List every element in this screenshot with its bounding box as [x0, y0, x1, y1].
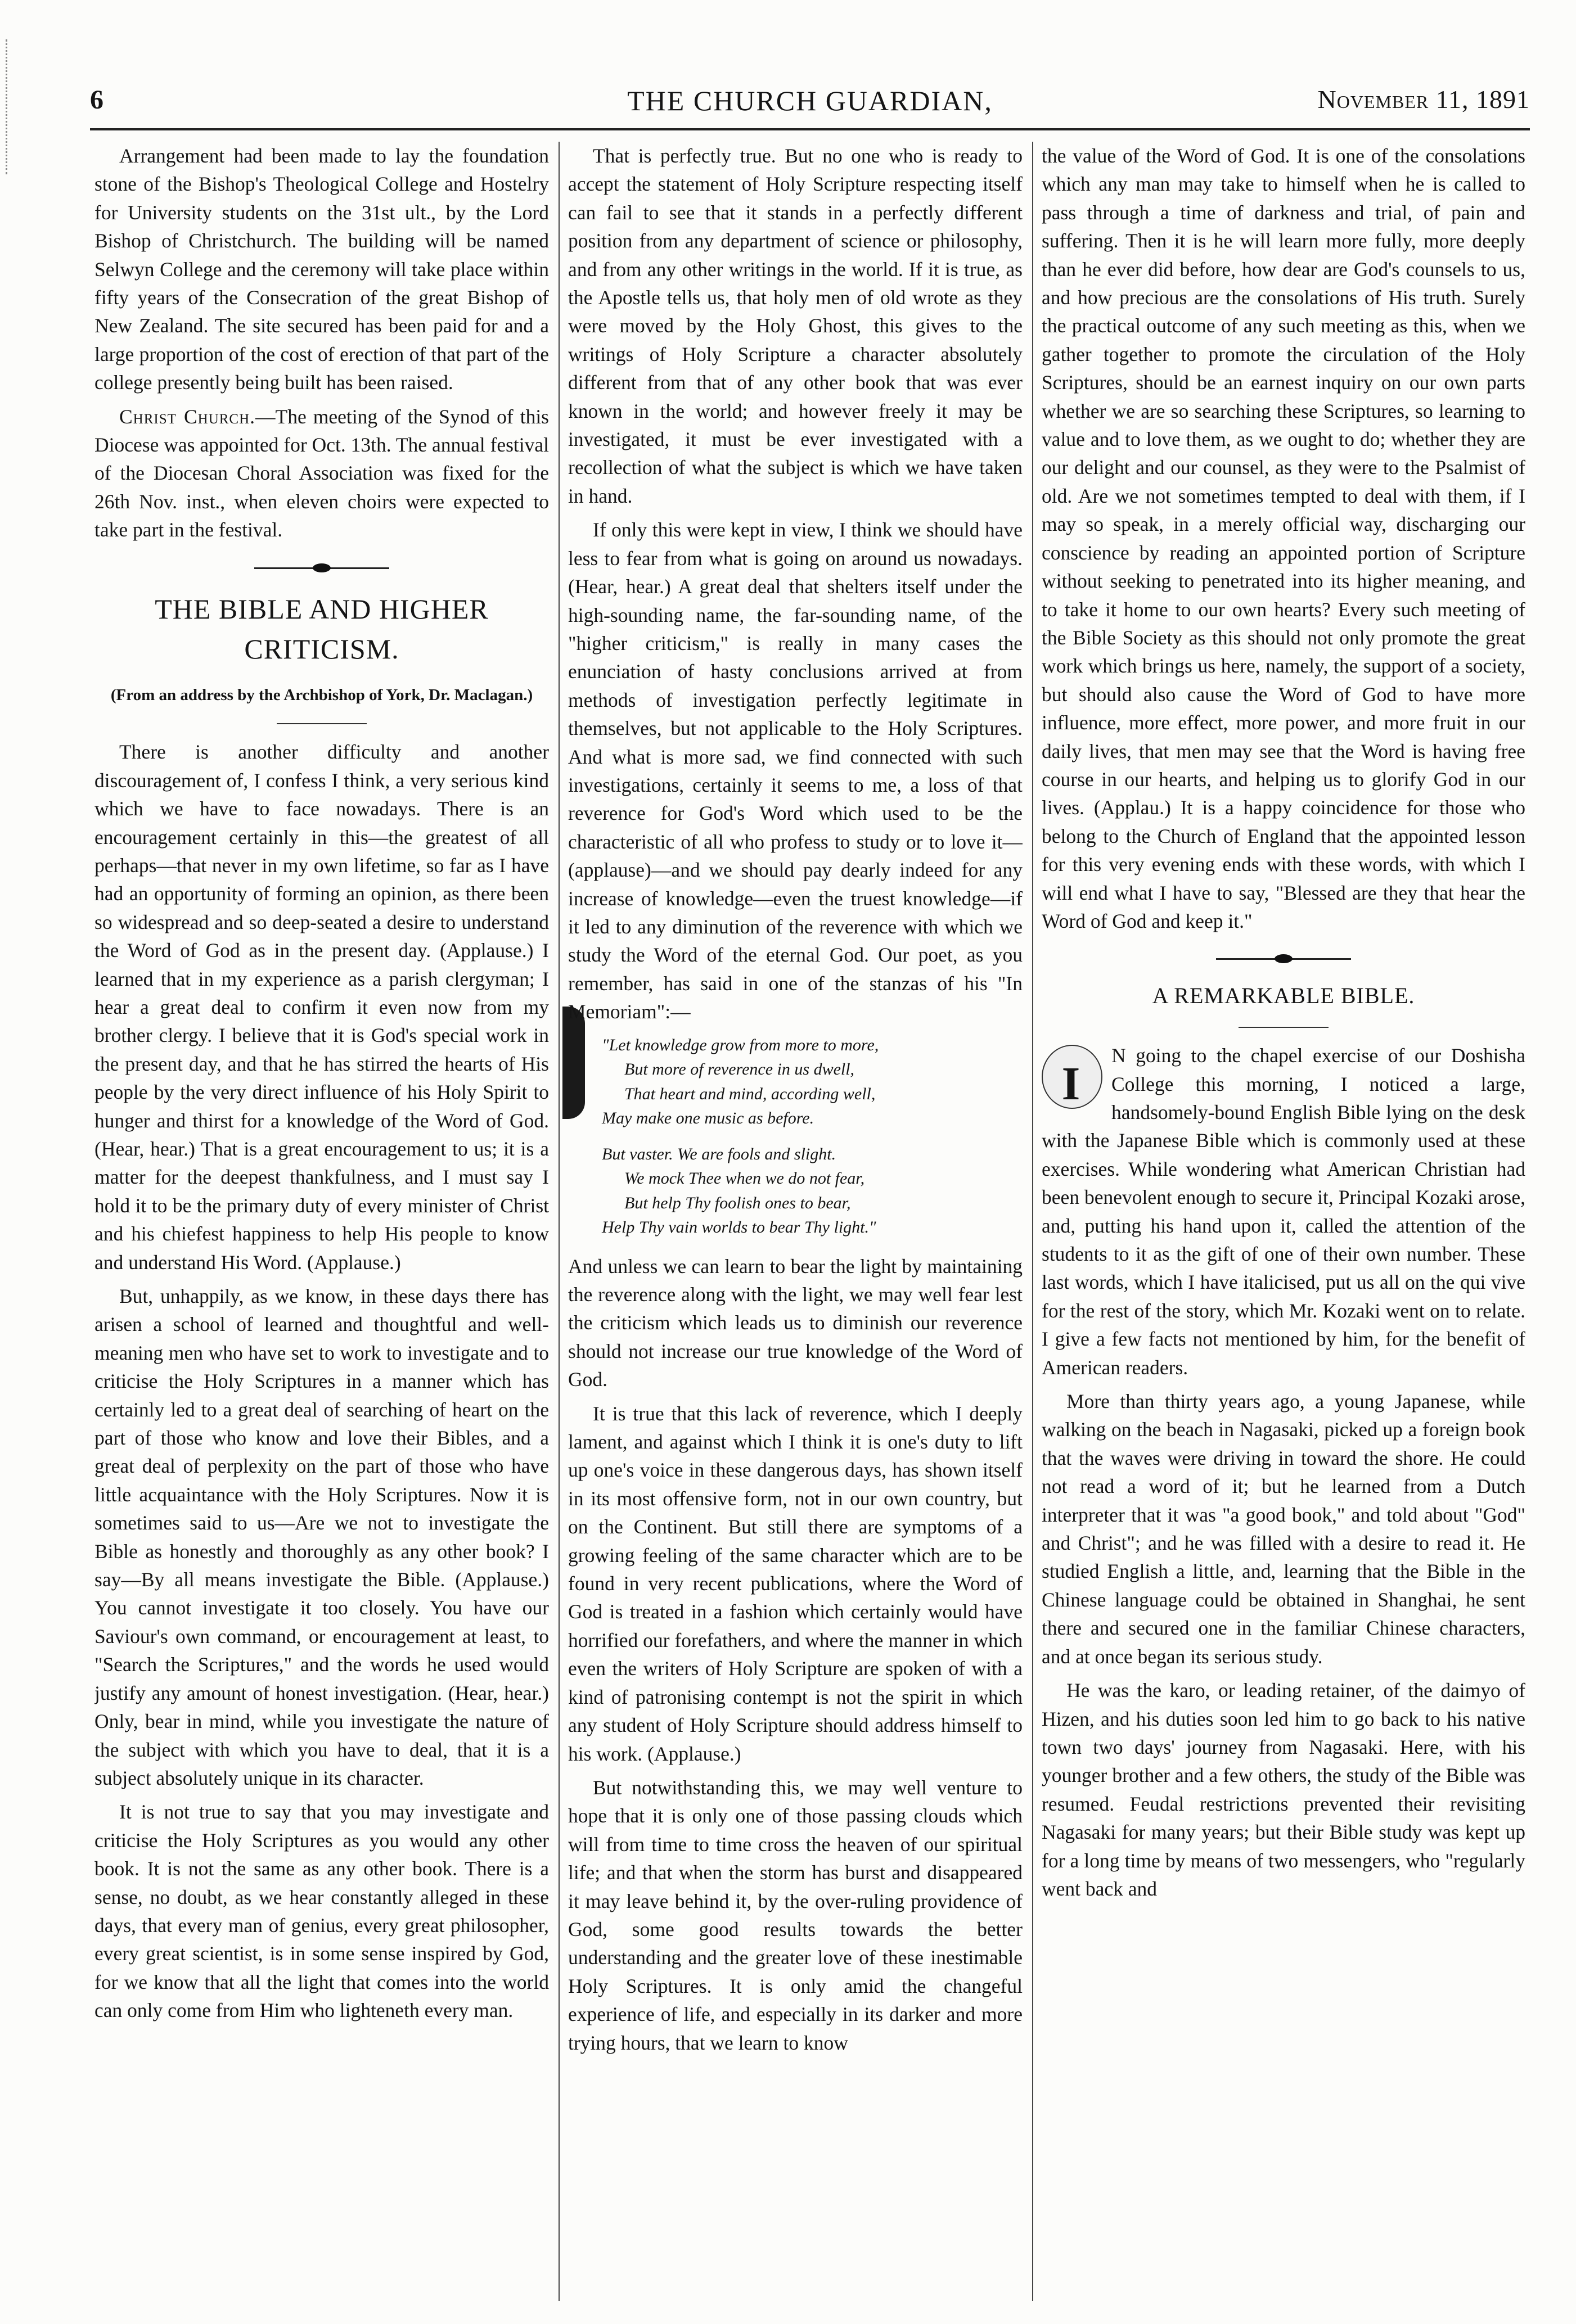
page-number: 6	[90, 85, 103, 115]
article-headline: THE BIBLE AND HIGHER CRITICISM.	[155, 593, 489, 665]
poem-line: May make one music as before.	[602, 1109, 814, 1128]
article-source: (From an address by the Archbishop of York, Dr. Maclagan.)	[110, 685, 533, 704]
poem-quote	[602, 1033, 1023, 1240]
masthead-rule	[90, 128, 1530, 130]
article-paragraph: He was the karo, or leading retainer, of the daimyo of Hizen, and his duties soon led him to go back to his native town two days' journey from Nagasaki. Here, with his younger brother and a few others, the study of the Bible was resumed. Feudal restrictions prevented their revisiting Nagasaki for many years; but their Bible study was kept up for a long time by means of two messengers, who "regularly went back and	[1042, 1679, 1525, 1900]
poem-line: That heart and mind, according well,	[624, 1084, 876, 1103]
article-text: N going to the chapel exercise of our Doshisha College this morning, I noticed a large, handsomely-bound English Bible lying on the desk with the Japanese Bible which is commonly used at these exercises. While wondering what American Christian had been benevolent enough to secure it, Principal Kozaki arose, and, putting his hand upon it, called the attention of the students to it as the gift of one of their own number. These last words, which I have italicised, put us all on the qui vive for the rest of the story, which Mr. Kozaki went on to relate. I give a few facts not mentioned by him, for the benefit of American readers.	[1042, 1044, 1525, 1379]
poem-line: But vaster. We are fools and slight.	[602, 1144, 836, 1163]
newspaper-title: THE CHURCH GUARDIAN,	[627, 85, 993, 116]
section-ornament	[254, 563, 389, 572]
article-paragraph: But, unhappily, as we know, in these days there has arisen a school of learned and thoughtful and well-meaning men who have set to work to investigate and to criticise the Holy Scriptures in a manner which has certainly led to a great deal of searching of heart on the part of those who know and love their Bibles, and a great deal of perplexity on the part of those who have little acquaintance with the Holy Scriptures. Now it is sometimes said to us—Are we not to investigate the Bible as honestly and thoroughly as any other book? I say—By all means investigate the Bible. (Applause.) You cannot investigate it too closely. You have our Saviour's own command, or encouragement at least, to "Search the Scriptures," and the words he used would justify any amount of honest investigation. (Hear, hear.) Only, bear in mind, while you investigate the nature of the subject with which you have to deal, that it is a subject absolutely unique in its character.	[94, 1285, 549, 1789]
poem-stanza	[602, 1033, 1023, 1131]
poem-stanza	[602, 1142, 1023, 1240]
poem-line: We mock Thee when we do not fear,	[624, 1169, 865, 1188]
column-2	[568, 142, 1023, 2301]
article-paragraph: More than thirty years ago, a young Japanese, while walking on the beach in Nagasaki, picked up a foreign book that the waves were driving in toward the shore. He could not read a word of it; but he learned from a Dutch interpreter that it was "a good book," and told about "God" and Christ"; and he was filled with a desire to read it. He studied English a little, and, learning that the Bible in the Chinese language could be obtained in Shanghai, he sent there and secured one in the familiar Chinese characters, and at once began its serious study.	[1042, 1390, 1525, 1668]
article-paragraph: the value of the Word of God. It is one of the consolations which any man may take to himself when he is called to pass through a time of darkness and trial, of pain and suffering. Then it is he will learn more fully, more deeply than he ever did before, how dear are God's counsels to us, and how precious are the consolations of His truth. Surely the practical outcome of any such meeting as this, when we gather together to promote the circulation of the Holy Scriptures, should be an earnest inquiry on our own parts whether we are so searching these Scriptures, so learning to value and to love them, as we ought to do; whether they are our delight and our counsel, as they were to the Psalmist of old. Are we not sometimes tempted to deal with them, if I may so speak, in a merely official way, discharging our conscience by reading an appointed portion of Scripture without seeking to penetrated into its higher meaning, and to take it home to our own hearts? Every such meeting of the Bible Society as this should not only promote the great work which brings us here, namely, the support of a society, but should also cause the Word of God to have more influence, more effect, more power, and more fruit in our daily lives, that men may see that the Word is having free course in our hearts, and helping us to glorify God in our lives. (Applau.) It is a happy coincidence for those who belong to the Church of England that the appointed lesson for this very evening ends with these words, with which I will end what I have to say, "Blessed are they that hear the Word of God and keep it."	[1042, 145, 1525, 932]
rule	[277, 723, 367, 724]
article-paragraph: And unless we can learn to bear the light by maintaining the reverence along with the light, we may well fear lest the criticism which leads us to diminish our reverence should not increase our true knowledge of the Word of God.	[568, 1254, 1023, 1391]
article-paragraph: Arrangement had been made to lay the foundation stone of the Bishop's Theological College and Hostelry for University students on the 31st ult., by the Lord Bishop of Christchurch. The building will be named Selwyn College and the ceremony will take place within fifty years of the Consecration of the great Bishop of New Zealand. The site secured has been paid for and a large proportion of the cost of erection of that part of the college presently being built has been raised.	[94, 145, 549, 394]
column-3	[1042, 142, 1525, 2301]
poem-line: But more of reverence in us dwell,	[624, 1060, 855, 1079]
article-paragraph: That is perfectly true. But no one who is ready to accept the statement of Holy Scripture respecting itself can fail to see that it stands in a perfectly different position from any department of science or philosophy, and from any other writings in the world. If it is true, as the Apostle tells us, that holy men of old wrote as they were moved by the Holy Ghost, this gives to the writings of Holy Scripture a character absolutely different from that of any other book that was ever known in the world; and however freely it may be investigated, it must be ever investigated with a recollection of what the subject is which we have taken in hand.	[568, 145, 1023, 507]
article-paragraph	[1042, 1041, 1525, 1382]
page-edge-marks	[6, 39, 14, 174]
drop-cap	[1042, 1045, 1104, 1111]
article-paragraph: But notwithstanding this, we may well venture to hope that it is only one of those passing clouds which will from time to time cross the heaven of our spiritual life; and that when the storm has burst and disappeared it may leave behind it, by the over-ruling providence of God, some good results towards the better understanding and the greater love of these inestimable Holy Scriptures. It is only amid the changeful experience of life, and especially in its darker and more trying hours, that we learn to know	[568, 1776, 1023, 2054]
drop-cap-letter: I	[1061, 1058, 1080, 1111]
article-headline: A REMARKABLE BIBLE.	[1152, 983, 1415, 1009]
rule	[1239, 1027, 1329, 1028]
poem-line: But help Thy foolish ones to bear,	[624, 1193, 851, 1212]
news-item	[94, 403, 549, 544]
section-ornament	[1216, 954, 1351, 963]
masthead	[90, 84, 1530, 124]
issue-date: November 11, 1891	[1317, 85, 1530, 114]
article-paragraph: It is true that this lack of reverence, which I deeply lament, and against which I think it is one's duty to lift up one's voice in these dangerous days, has shown itself in its most offensive form, not in our own country, but on the Continent. But still there are symptoms of a growing feeling of the same character which are to be found in very recent publications, where the Word of God is treated in a fashion which certainly would have horrified our forefathers, and where the manner in which even the writers of Holy Scripture are spoken of with a kind of patronising contempt is not the spirit in which any student of Holy Scripture should address himself to his work. (Applause.)	[568, 1402, 1023, 1765]
article-paragraph: There is another difficulty and another discouragement of, I confess I think, a very serious kind which we have to face nowadays. There is an encouragement certainly in this—the greatest of all perhaps—that never in my own lifetime, so far as I have had an opportunity of forming an opinion, as there been so widespread and so deep-seated a desire to understand the Word of God as in the present day. (Applause.) I learned that in my experience as a parish clergyman; I hear a great deal to confirm it even now from my brother clergy. I believe that it is God's special work in the present day, and that he has stirred the hearts of His people by the very direct influence of his Holy Spirit to hunger and thirst for a knowledge of the Word of God. (Hear, hear.) That is a great encouragement to us; it is a matter for the deepest thankfulness, and I must say I hold it to be the primary duty of every minister of Christ and his chiefest happiness to help His people to know and understand His Word. (Applause.)	[94, 741, 549, 1274]
news-item-label: Christ Church.	[119, 405, 256, 428]
column-divider	[1032, 142, 1033, 2301]
article-paragraph: If only this were kept in view, I think we should have less to fear from what is going on around us nowadays. (Hear, hear.) A great deal that shelters itself under the high-sounding name, the far-sounding name, of the "higher criticism," is really in many cases the enunciation of hasty conclusions arrived at from methods of investigation perfectly legitimate in themselves, but not applicable to the Holy Scriptures. And what is more sad, we find connected with such investigations, certainly it seems to me, a loss of that reverence for God's Word which used to be the characteristic of all who profess to study or to love it—(applause)—and we should pay dearly indeed for any increase of knowledge—even the truest knowledge—if it led to any diminution of the reverence with which we study the Word of the eternal God. Our poet, as you remember, has said in one of the stanzas of his "In Memoriam":—	[568, 518, 1023, 1023]
column-1	[94, 142, 549, 2301]
news-item-text: —The meeting of the Synod of this Diocese was appointed for Oct. 13th. The annual festival of the Diocesan Choral Association was fixed for the 26th Nov. inst., when eleven choirs were expected to take part in the festival.	[94, 405, 549, 541]
column-divider	[559, 142, 560, 2301]
poem-line: "Let knowledge grow from more to more,	[602, 1035, 879, 1054]
poem-line: Help Thy vain worlds to bear Thy light."	[602, 1218, 876, 1237]
article-paragraph: It is not true to say that you may investigate and criticise the Holy Scriptures as you would any other book. It is not the same as any other book. There is a sense, no doubt, as we hear constantly alleged in these days, that every man of genius, every great philosopher, every great scientist, is in some sense inspired by God, for we know that all the light that comes into the world can only come from Him who lighteneth every man.	[94, 1800, 549, 2022]
